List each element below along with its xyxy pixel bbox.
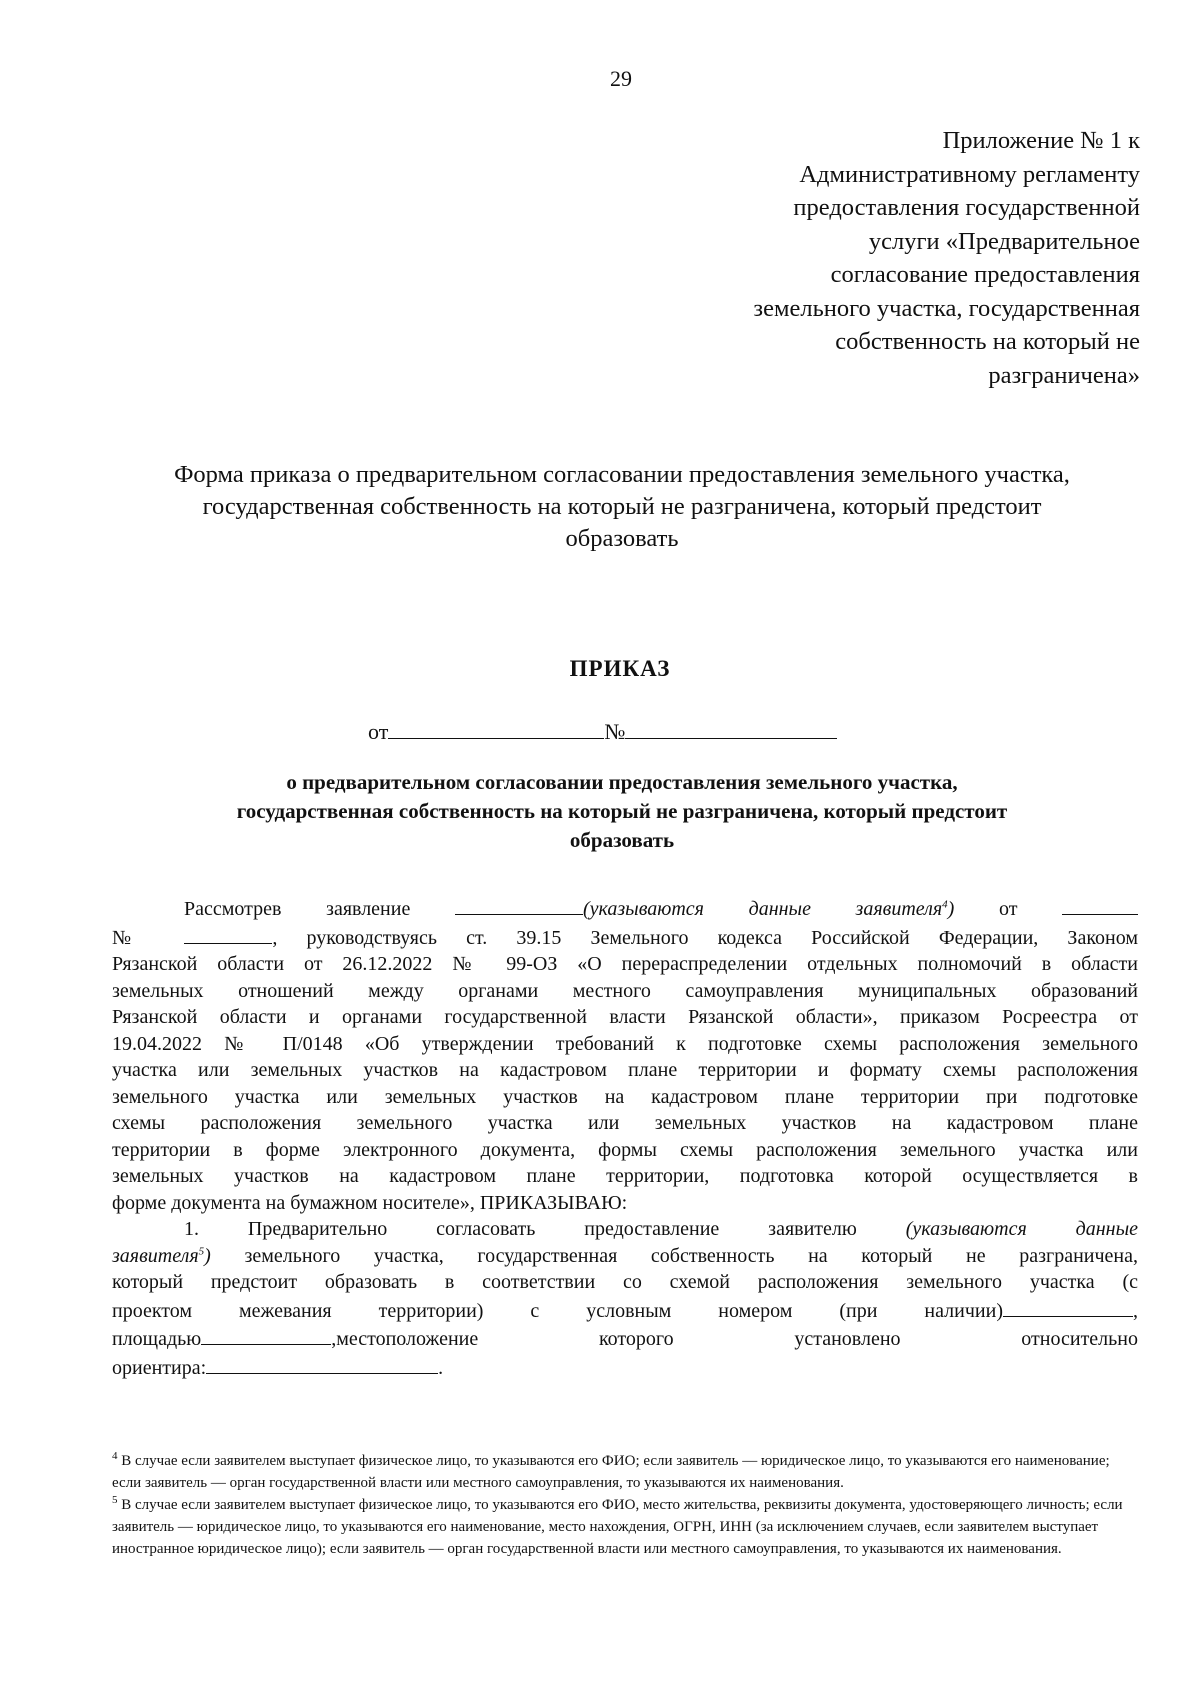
body-line: земельного участка или земельных участков на кадастровом плане территории при подготовке — [112, 1085, 1138, 1108]
subject-line: государственная собственность на который не разграничена, который предстоит — [236, 799, 1008, 823]
body-line: Рязанской области и органами государственной власти Рязанской области», приказом Росреестра от — [112, 1006, 1138, 1028]
body-text: проектом межевания территории) с условным номером (при наличии) — [112, 1299, 1003, 1322]
body-text: Рассмотрев заявление — [184, 898, 411, 920]
body-line — [112, 1216, 1138, 1243]
page-number: 29 — [610, 66, 632, 91]
order-date-number-line — [368, 718, 837, 745]
applicant-hint-text: (указываются данные заявителя — [582, 898, 943, 920]
footnote-mark: 4 — [112, 1450, 118, 1462]
application-number-blank[interactable] — [184, 923, 272, 944]
applicant-hint: (указываются данные — [905, 1218, 1139, 1240]
footnote-ref: 5 — [198, 1244, 205, 1257]
body-line: земельных отношений между органами местного самоуправления муниципальных образований — [112, 979, 1138, 1002]
footnote-text: В случае если заявителем выступает физическое лицо, то указываются его ФИО; если заявитель — юридическое лицо, то указываются его наименование; если заявитель — орган государственной власти или местного самоуправления, то указываются их наименования. — [112, 1453, 1110, 1491]
body-line — [112, 1243, 1138, 1270]
landmark-blank[interactable] — [206, 1353, 438, 1374]
area-blank[interactable] — [201, 1324, 331, 1345]
order-number-blank[interactable] — [625, 718, 837, 739]
body-line: форме документа на бумажном носителе», ПРИКАЗЫВАЮ: — [112, 1191, 628, 1214]
body-text: площадью — [112, 1328, 202, 1350]
footnote-text: В случае если заявителем выступает физическое лицо, то указываются его ФИО, место жительства, реквизиты документа, удостоверяющего личность; если заявитель — юридическое лицо, то указываются его наименование, место нахождения, ОГРН, ИНН (за исключением случаев, если заявителем выступает иностранное юридическое лицо); если заявитель — орган государственной власти или местного самоуправления, то указываются их наименования. — [112, 1497, 1123, 1557]
appendix-line: разграничена» — [988, 361, 1140, 389]
applicant-hint — [583, 898, 954, 920]
applicant-hint-end: ) — [947, 898, 955, 920]
appendix-line: Административному регламенту — [799, 160, 1140, 188]
form-title-line: образовать — [565, 525, 679, 552]
appendix-header — [580, 124, 1140, 392]
body-line: 19.04.2022 № П/0148 «Об утверждении требований к подготовке схемы расположения земельного — [112, 1032, 1138, 1055]
appendix-line: земельного участка, государственная — [753, 294, 1140, 322]
form-title-line: государственная собственность на который не разграничена, который предстоит — [202, 493, 1042, 520]
applicant-hint-end: ) — [204, 1244, 211, 1267]
body-text: 1. Предварительно согласовать предоставление заявителю — [184, 1218, 857, 1240]
appendix-line: Приложение № 1 к — [942, 127, 1140, 154]
appendix-line: предоставления государственной — [793, 194, 1140, 221]
body-line: схемы расположения земельного участка или земельных участков на кадастровом плане — [112, 1112, 1138, 1134]
order-title: ПРИКАЗ — [569, 656, 671, 681]
footnotes — [112, 1450, 1138, 1560]
body-line — [112, 894, 1138, 923]
body-text: земельного участка, государственная собственность на который не разграничена, — [244, 1244, 1138, 1267]
body-line: проектом межевания территории) с условным номером (при наличии) , — [112, 1296, 1138, 1325]
order-from-label: от — [368, 719, 389, 744]
body-line: ориентира: . — [112, 1353, 1138, 1382]
order-date-blank[interactable] — [388, 718, 604, 739]
body-line: который предстоит образовать в соответствии со схемой расположения земельного участка (с — [112, 1271, 1138, 1293]
body-text: от — [998, 898, 1018, 920]
form-title — [100, 459, 1144, 555]
body-line: участка или земельных участков на кадастровом плане территории и формату схемы расположения — [112, 1059, 1138, 1081]
body-text: ориентира: — [112, 1356, 207, 1379]
footnote-4 — [112, 1450, 1138, 1494]
form-title-line: Форма приказа о предварительном согласовании предоставления земельного участка, — [174, 461, 1070, 488]
body-line: земельных участков на кадастровом плане территории, подготовка которой осуществляется в — [112, 1165, 1138, 1187]
body-line: Рязанской области от 26.12.2022 № 99-ОЗ «О перераспределении отдельных полномочий в области — [112, 953, 1138, 975]
footnote-ref: 4 — [942, 898, 948, 911]
footnote-mark: 5 — [112, 1494, 118, 1506]
appendix-line: собственность на который не — [835, 328, 1140, 355]
subject-line: о предварительном согласовании предоставления земельного участка, — [286, 770, 958, 794]
order-body — [112, 894, 1138, 1381]
applicant-hint — [112, 1245, 211, 1267]
conditional-number-blank[interactable] — [1003, 1296, 1133, 1317]
body-line: территории в форме электронного документа, формы схемы расположения земельного участка или — [112, 1138, 1138, 1161]
body-text: ,местоположение которого установлено относительно — [331, 1328, 1138, 1350]
body-text: № — [112, 926, 156, 949]
order-subject — [100, 768, 1144, 855]
applicant-hint-text: заявителя — [112, 1244, 199, 1267]
application-date-blank[interactable] — [1062, 894, 1138, 915]
body-line — [112, 1324, 1138, 1353]
appendix-line: согласование предоставления — [830, 261, 1140, 288]
order-number-label: № — [604, 719, 626, 744]
subject-line: образовать — [569, 828, 675, 852]
applicant-blank[interactable] — [455, 894, 583, 915]
body-line — [112, 923, 1138, 952]
appendix-line: услуги «Предварительное — [868, 227, 1140, 255]
footnote-5 — [112, 1494, 1138, 1560]
body-text: , руководствуясь ст. 39.15 Земельного кодекса Российской Федерации, Законом — [272, 926, 1139, 949]
